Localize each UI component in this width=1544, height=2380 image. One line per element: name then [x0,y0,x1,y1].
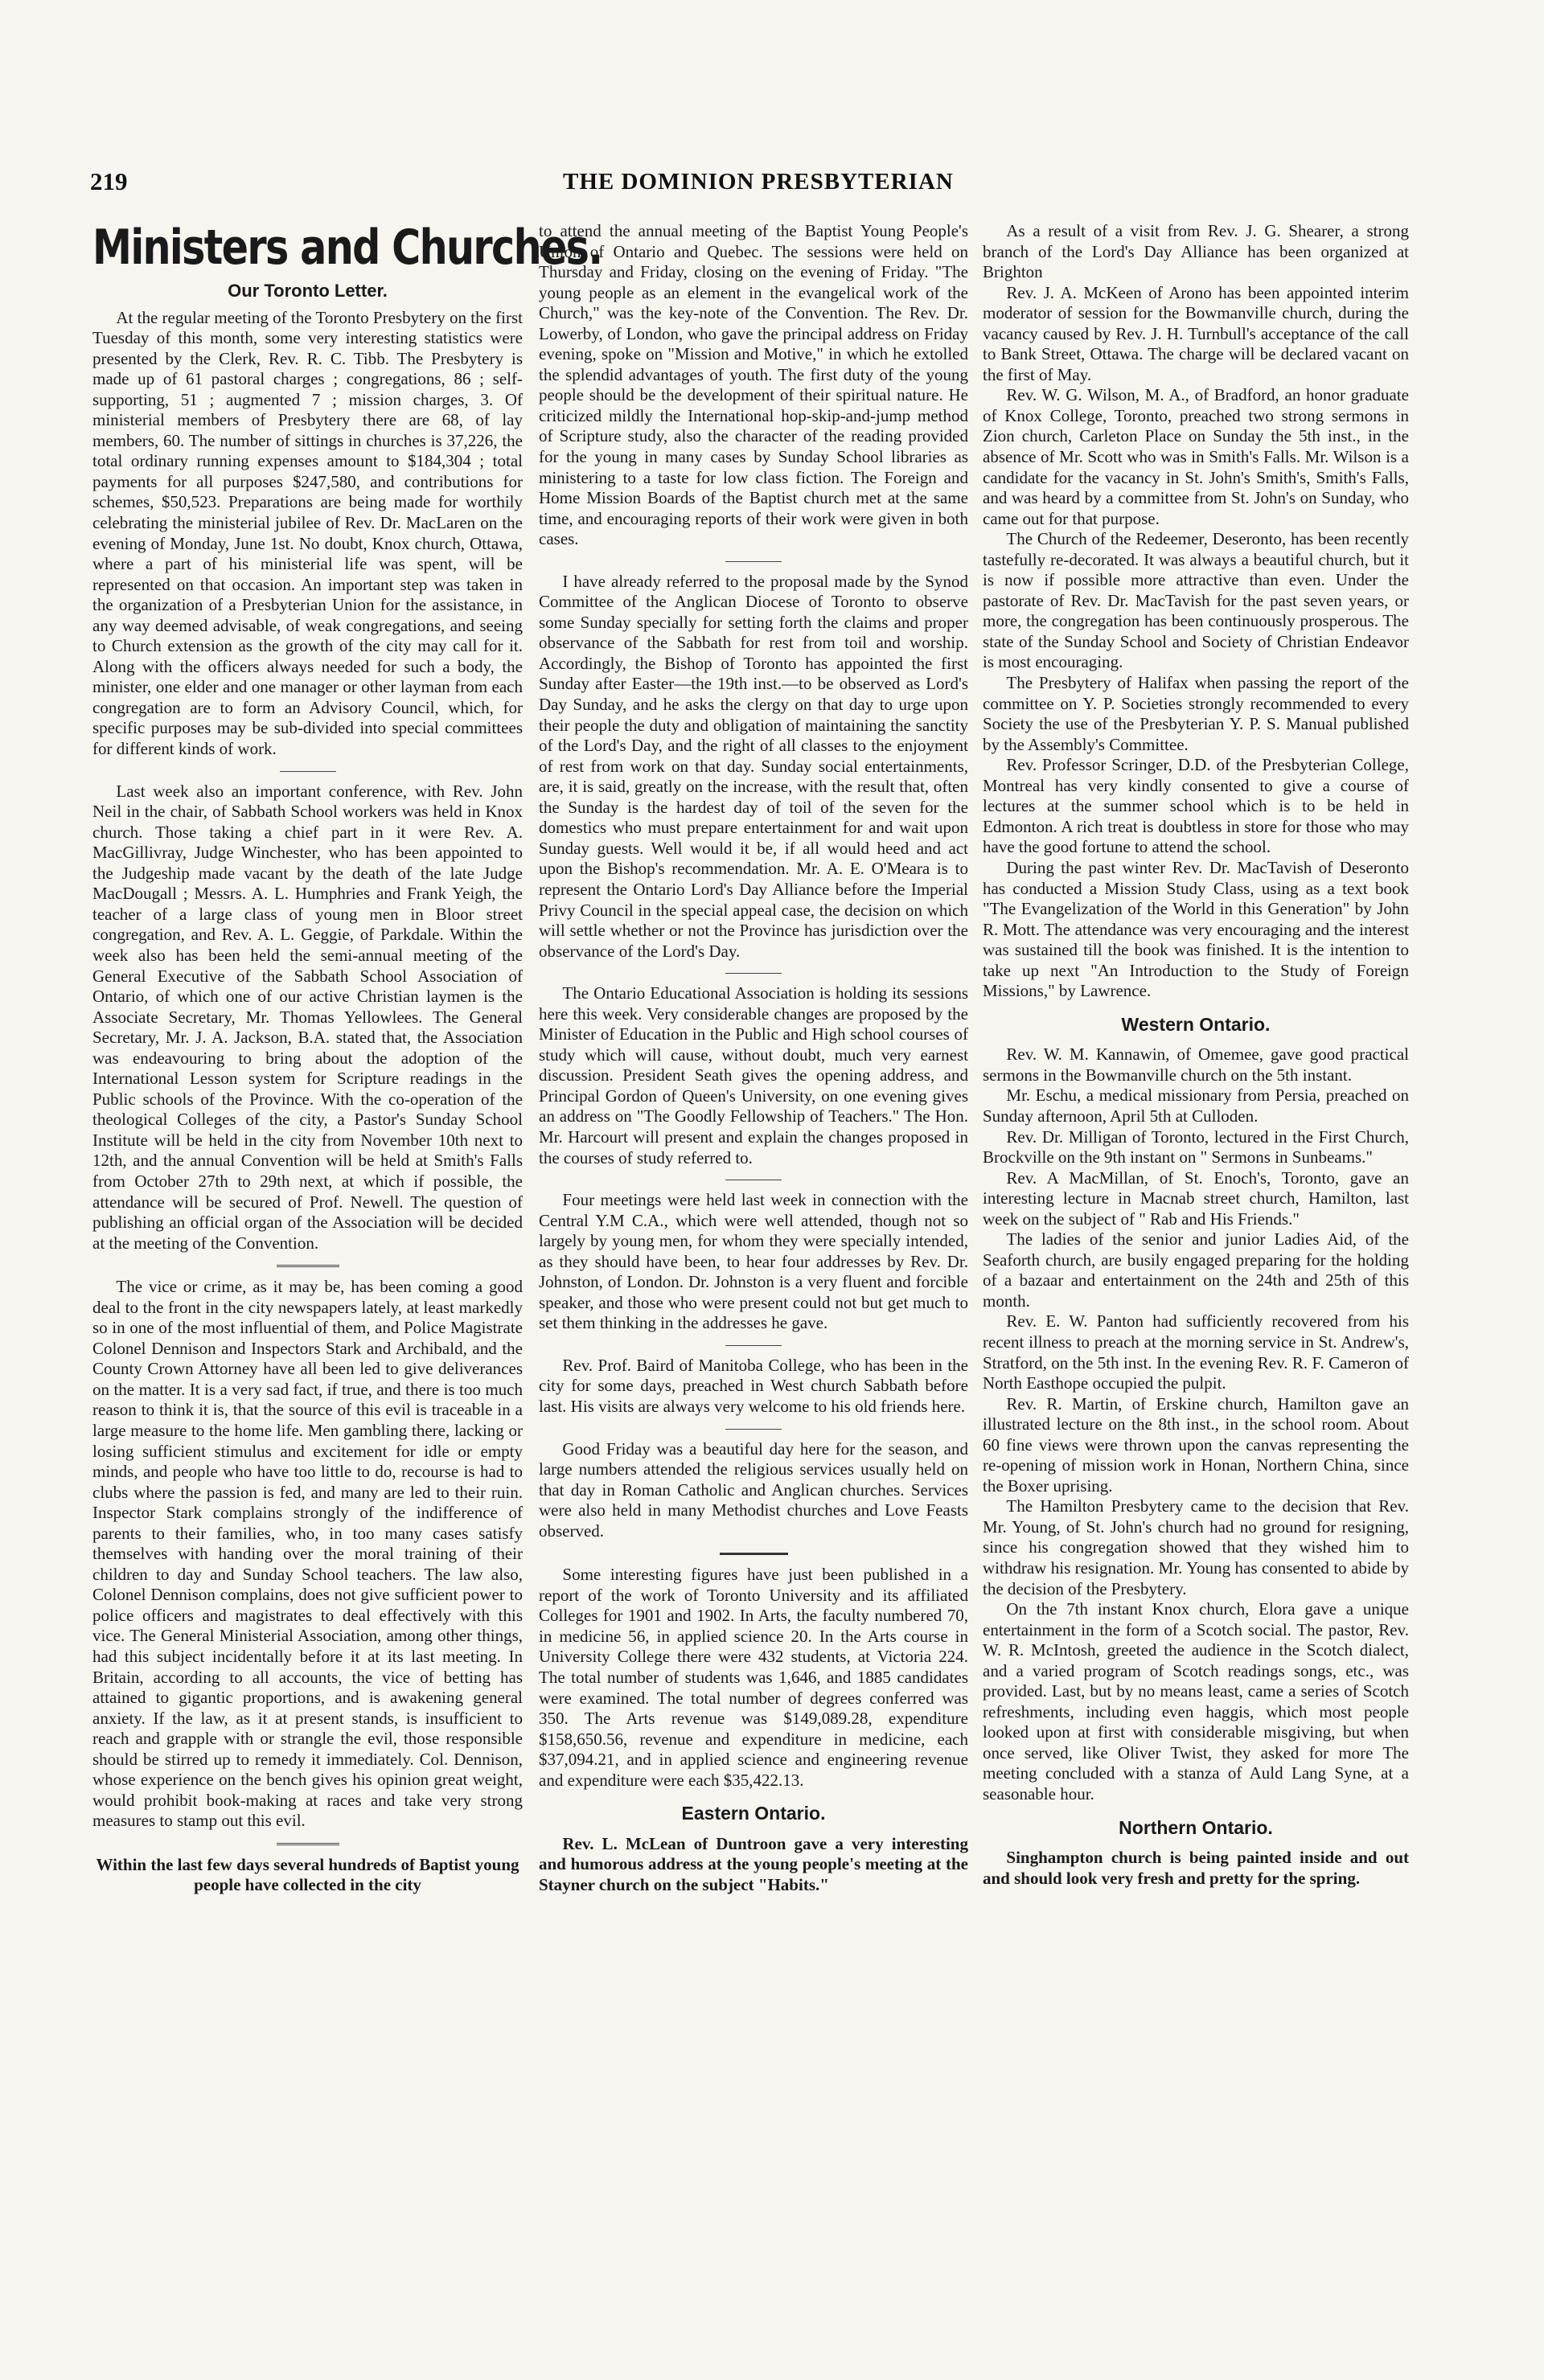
article-paragraph: At the regular meeting of the Toronto Presbytery on the first Tuesday of this month, some very interesting statistics were presented by the Clerk, Rev. R. C. Tibb. The Presbytery is made up of 61 pastoral charges ; congregations, 86 ; self-supporting, 51 ; augmented 7 ; mission charges, 3. Of ministerial members of Presbytery there are 68, of lay members, 60. The number of sittings in churches is 37,226, the total ordinary running expenses amount to $184,304 ; total payments for all purposes $247,580, and contributions for schemes, $50,523. Preparations are being made for worthily celebrating the ministerial jubilee of Rev. Dr. MacLaren on the evening of Monday, June 1st. No doubt, Knox church, Ottawa, where a part of his ministerial life was spent, will be represented on that occasion. An important step was taken in the organization of a Presbyterian Union for the assistance, in any way deemed advisable, of weak congregations, and seeing to Church extension as the growth of the city may call for it. Along with the officers always needed for such a body, the minister, one elder and one manager or other layman from each congregation are to form an Advisory Council, which, for specific purposes may be sub-divided into special committees for different kinds of work. [92,307,523,759]
news-item: As a result of a visit from Rev. J. G. Shearer, a strong branch of the Lord's Day Alliance has been organized at Brighton [983,221,1409,282]
column-2 [539,221,968,1895]
divider [277,1843,339,1845]
section-heading: Northern Ontario. [1119,1816,1273,1838]
news-item: Rev. R. Martin, of Erskine church, Hamilton gave an illustrated lecture on the 8th inst., in the school room. About 60 fine views were thrown upon the canvas representing the re-opening of mission work in Honan, Northern China, since the Boxer uprising. [983,1393,1409,1496]
news-item: Singhampton church is being painted inside and out and should look very fresh and pretty for the spring. [983,1848,1409,1888]
news-item: Rev. J. A. McKeen of Arono has been appointed interim moderator of session for the Bowmanville church, during the vacancy caused by Rev. J. H. Turnbull's acceptance of the call to Bank Street, Ottawa. The charge will be declared vacant on the first of May. [983,282,1409,384]
page-number: 219 [90,167,128,195]
divider [277,1265,339,1267]
divider [725,1429,782,1430]
news-item: During the past winter Rev. Dr. MacTavish of Deseronto has conducted a Mission Study Class, using as a text book "The Evangelization of the World in this Generation" by John R. Mott. The attendance was very encouraging and the interest was sustained till the book was finished. It is the intention to take up next "An Introduction to the Study of Foreign Missions," by Lawrence. [983,857,1409,1001]
section-heading: Western Ontario. [1121,1013,1271,1035]
section-subtitle: Our Toronto Letter. [228,281,388,301]
news-item: The ladies of the senior and junior Ladies Aid, of the Seaforth church, are busily engaged preparing for the holding of a bazaar and entertainment on the 24th and 25th of this month. [983,1229,1409,1311]
news-item: The Presbytery of Halifax when passing the report of the committee on Y. P. Societies strongly recommended to every Society the use of the Presbyterian Y. P. S. Manual published by the Assembly's Committee. [983,673,1409,754]
article-paragraph: Rev. Prof. Baird of Manitoba College, who has been in the city for some days, preached in West church Sabbath before last. His visits are always very welcome to his old friends here. [539,1355,968,1416]
article-paragraph: Last week also an important conference, with Rev. John Neil in the chair, of Sabbath School workers was held in Knox church. Those taking a chief part in it were Rev. A. MacGillivray, Judge Winchester, who has been appointed to the Judgeship made vacant by the death of the late Judge MacDougall ; Messrs. A. L. Humphries and Frank Yeigh, the teacher of a large class of young men in Bloor street congregation, and Rev. A. L. Geggie, of Parkdale. Within the week also has been held the semi-annual meeting of the General Executive of the Sabbath School Association of Ontario, of which one of our active Christian laymen is the Associate Secretary, Mr. Thomas Yellowlees. The General Secretary, Mr. J. A. Jackson, B.A. stated that, the Association was endeavouring to bring about the adoption of the International Lesson system for Scripture readings in the Public schools of the Province. With the co-operation of the theological Colleges of the city, a Pastor's Sunday School Institute will be held in the city from November 10th next to 12th, and the annual Convention will be held at Smith's Falls from October 27th to 29th next, at which if possible, the attendance will be secured of Prof. Newell. The question of publishing an official organ of the Association will be decided at the meeting of the Convention. [92,781,523,1253]
news-item: Rev. Professor Scringer, D.D. of the Presbyterian College, Montreal has very kindly consented to give a course of lectures at the summer school which is to be held in Edmonton. A rich treat is doubtless in store for those who may have the good fortune to attend the school. [983,755,1409,857]
article-paragraph: Rev. L. McLean of Duntroon gave a very interesting and humorous address at the young people's meeting at the Stayner church on the subject "Habits." [539,1833,968,1894]
divider [720,1553,788,1555]
article-paragraph: to attend the annual meeting of the Baptist Young People's Union of Ontario and Quebec. The sessions were held on Thursday and Friday, closing on the evening of Friday. "The young people as an element in the evangelical work of the Church," was the key-note of the Convention. The Rev. Dr. Lowerby, of London, who gave the principal address on Friday evening, spoke on "Mission and Motive," in which he extolled the splendid advantages of youth. The first duty of the young people should be the development of their spiritual nature. He criticized mildly the International hop-skip-and-jump method of Scripture study, also the character of the reading provided for the young in many cases by Sunday School libraries as ministering to a taste for low class fiction. The Foreign and Home Mission Boards of the Baptist church met at the same time, and encouraging reports of their work were given in both cases. [539,221,968,549]
page-title: Ministers and Churches. [92,220,602,276]
article-paragraph: I have already referred to the proposal made by the Synod Committee of the Anglican Diocese of Toronto to observe some Sunday specially for setting forth the claims and proper observance of the Sabbath for rest from toil and worship. Accordingly, the Bishop of Toronto has appointed the first Sunday after Easter—the 19th inst.—to be observed as Lord's Day Sunday, and he asks the clergy on that day to urge upon their people the duty and obligation of maintaining the sanctity of the Lord's Day, and the right of all classes to the enjoyment of rest from work on that day. Sunday social entertainments, are, it is said, greatly on the increase, with the result that, often the Sunday is the hardest day of toil of the seven for the domestics who must prepare entertainment for and wait upon Sunday guests. Well would it be, if all would heed and act upon the Bishop's recommendation. Mr. A. E. O'Meara is to represent the Ontario Lord's Day Alliance before the Imperial Privy Council in the special appeal case, the decision on which will settle whether or not the Province has jurisdiction over the observance of the Lord's Day. [539,571,968,961]
column-1 [92,220,602,1896]
news-item: Rev. Dr. Milligan of Toronto, lectured in the First Church, Brockville on the 9th instant on " Sermons in Sunbeams." [983,1126,1409,1167]
article-paragraph: The Ontario Educational Association is holding its sessions here this week. Very considerable changes are proposed by the Minister of Education in the Public and High school courses of study which will cause, without doubt, much very earnest discussion. President Seath gives the opening address, and Principal Gordon of Queen's University, on one evening gives an address on "The Goodly Fellowship of Teachers." The Hon. Mr. Harcourt will present and explain the changes proposed in the courses of study referred to. [539,983,968,1167]
article-paragraph: Four meetings were held last week in connection with the Central Y.M C.A., which were well attended, though not so largely by young men, for whom they were specially intended, as they should have been, to hear four addresses by Rev. Dr. Johnston, of London. Dr. Johnston is a very fluent and forcible speaker, and those who were present could not but get much to set them thinking in the addresses he gave. [539,1190,968,1333]
news-item: The Church of the Redeemer, Deseronto, has been recently tastefully re-decorated. It was always a beautiful church, but it is now if possible more attractive than even. Under the pastorate of Rev. Dr. MacTavish for the past seven years, or more, the congregation has been continuously prosperous. The state of the Sunday School and Society of Christian Endeavor is most encouraging. [983,529,1409,672]
section-heading: Eastern Ontario. [681,1803,826,1824]
article-paragraph: The vice or crime, as it may be, has been coming a good deal to the front in the city newspapers lately, at least markedly so in one of the most influential of them, and Police Magistrate Colonel Dennison and Inspectors Stark and Archibald, and the County Crown Attorney have all been led to give deliverances on the matter. It is a very sad fact, if true, and there is too much reason to think it is, that the source of this evil is traceable in a large measure to the home life. Men gambling there, lacking or losing sufficient stimulus and excitement for idle or empty minds, and people who have too little to do, recourse is had to clubs where the passion is fed, and many are led to their ruin. Inspector Stark complains strongly of the indifference of parents to their families, who, in too many cases satisfy themselves with handing over the moral training of their children to day and Sunday School teachers. The law also, Colonel Dennison complains, does not give sufficient power to police officers and magistrates to deal effectively with this vice. The General Ministerial Association, among other things, had this subject incidentally before it at its last meeting. In Britain, according to all accounts, the vice of betting has attained to gigantic proportions, and is awakening general anxiety. If the law, as it at present stands, is insufficient to reach and grapple with or strangle the evil, those responsible should be stirred up to remedy it immediately. Col. Dennison, whose experience on the bench gives his opinion great weight, would prohibit book-making at races and take very strong measures to stamp out this evil. [92,1277,523,1831]
article-paragraph: Within the last few days several hundreds of Baptist young people have collected in the city [96,1854,519,1895]
news-item: Rev. W. G. Wilson, M. A., of Bradford, an honor graduate of Knox College, Toronto, preached two strong sermons in Zion church, Carleton Place on Sunday the 5th inst., in the absence of Mr. Scott who was in Smith's Falls. Mr. Wilson is a candidate for the vacancy in St. John's Smith's, Smith's Falls, and was heard by a committee from St. John's on Sunday, who came out for that purpose. [983,385,1409,528]
divider [725,973,782,974]
news-item: The Hamilton Presbytery came to the decision that Rev. Mr. Young, of St. John's church had no ground for resigning, since his congregation showed that they wished him to withdraw his resignation. Mr. Young has consented to abide by the decision of the Presbytery. [983,1496,1409,1598]
news-item: Rev. A MacMillan, of St. Enoch's, Toronto, gave an interesting lecture in Macnab street church, Hamilton, last week on the subject of " Rab and His Friends." [983,1167,1409,1229]
news-item: On the 7th instant Knox church, Elora gave a unique entertainment in the form of a Scotch social. The pastor, Rev. W. R. McIntosh, greeted the audience in the Scotch dialect, and a varied program of Scotch readings songs, etc., was provided. Last, but by no means least, came a series of Scotch refreshments, including even haggis, which most people looked upon at first with considerable misgiving, but when once served, like Oliver Twist, they asked for more The meeting concluded with a stanza of Auld Lang Syne, at a seasonable hour. [983,1599,1409,1804]
news-item: Rev. E. W. Panton had sufficiently recovered from his recent illness to preach at the morning service in St. Andrew's, Stratford, on the 5th inst. In the evening Rev. R. F. Cameron of North Easthope occupied the pulpit. [983,1311,1409,1393]
news-item: Rev. W. M. Kannawin, of Omemee, gave good practical sermons in the Bowmanville church on the 5th instant. [983,1044,1409,1085]
news-item: Mr. Eschu, a medical missionary from Persia, preached on Sunday afternoon, April 5th at Culloden. [983,1085,1409,1126]
article-paragraph: Good Friday was a beautiful day here for the season, and large numbers attended the religious services usually held on that day in Roman Catholic and Anglican churches. Services were also held in many Methodist churches and Love Feasts observed. [539,1438,968,1541]
article-paragraph: Some interesting figures have just been published in a report of the work of Toronto University and its affiliated Colleges for 1901 and 1902. In Arts, the faculty numbered 70, in medicine 56, in applied science 20. In the Arts course in University College there were 432 students, at Victoria 224. The total number of students was 1,646, and 1885 candidates were examined. The total number of degrees conferred was 350. The Arts revenue was $149,089.28, expenditure $158,650.56, revenue and expenditure in medicine, each $37,094.21, and in applied science and engineering revenue and expenditure were each $35,422.13. [539,1565,968,1790]
running-head: THE DOMINION PRESBYTERIAN [563,169,954,195]
column-3 [983,221,1409,1889]
divider [725,1345,782,1346]
divider [725,561,782,562]
divider [280,771,336,772]
